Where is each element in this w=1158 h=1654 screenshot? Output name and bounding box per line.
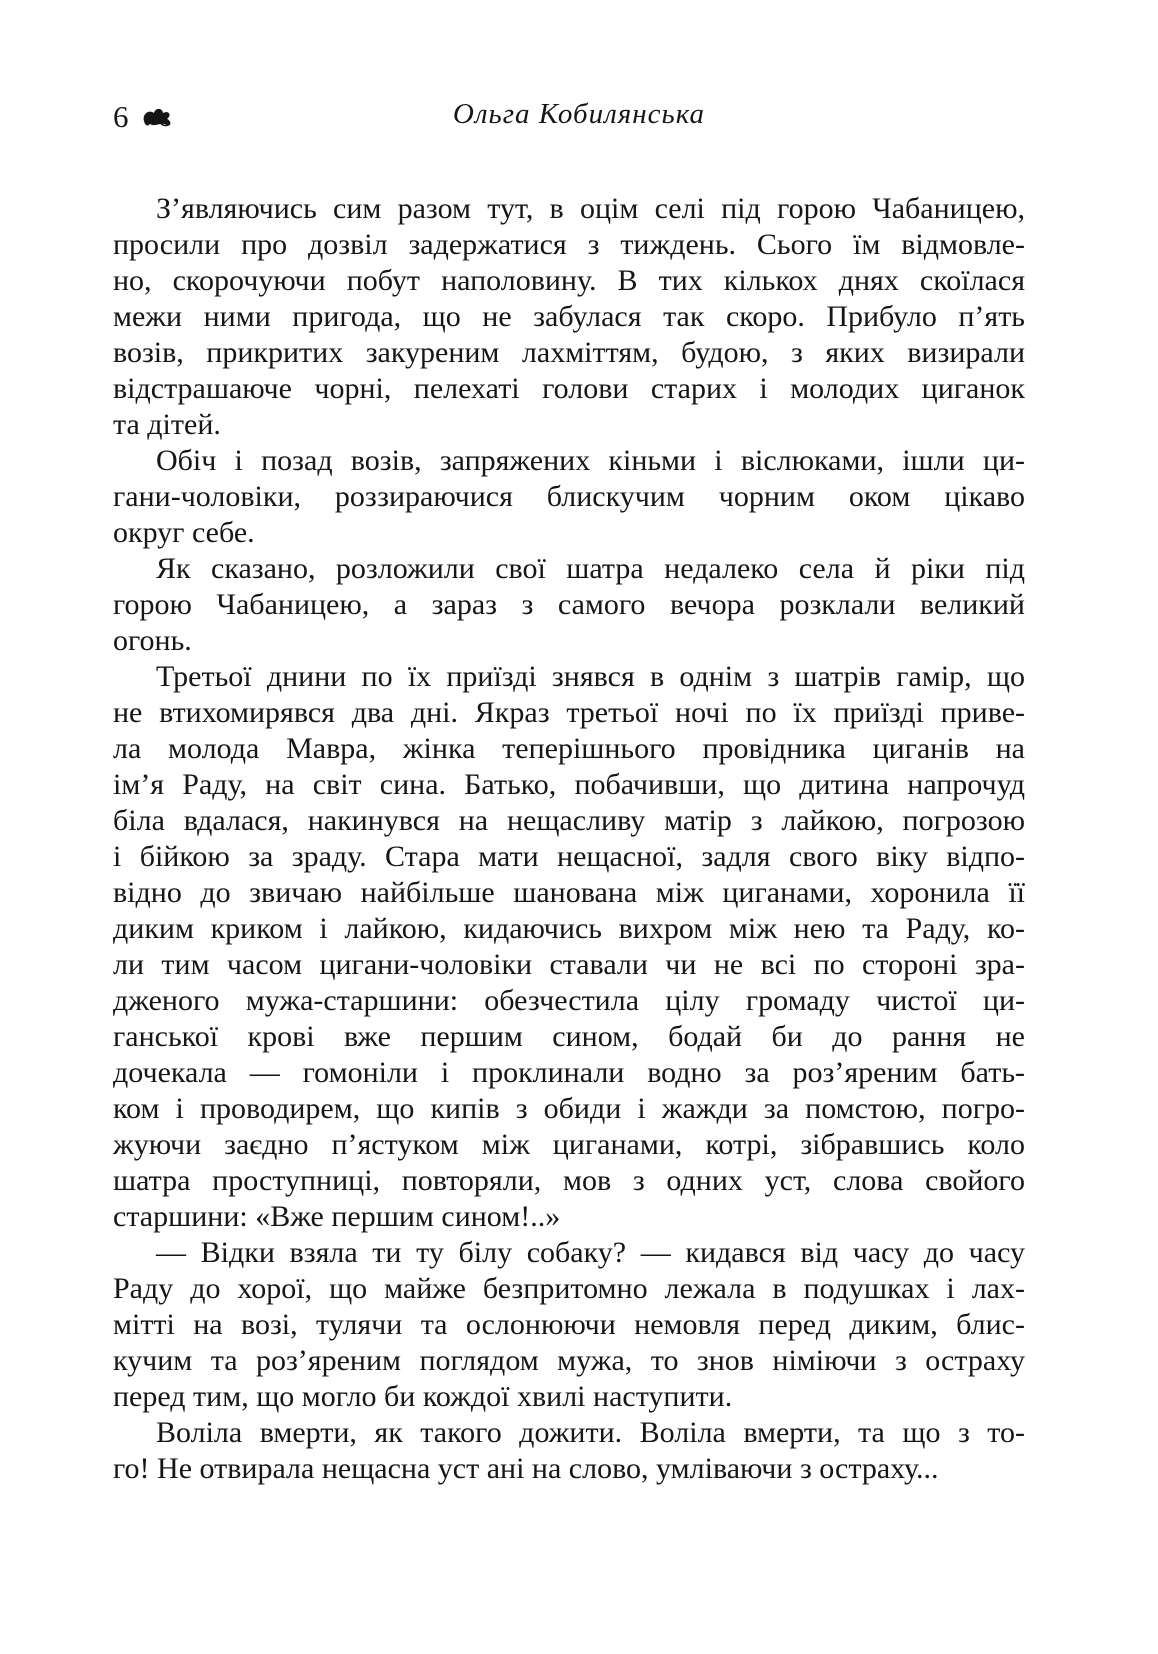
text-line: та дітей. bbox=[113, 408, 221, 441]
text-line: Обіч і позад возів, запряжених кіньми і віслюками, ішли ци- bbox=[156, 444, 1025, 477]
text-line: не втихомирявся два дні. Якраз третьої ночі по їх приїзді приве- bbox=[113, 696, 1025, 729]
paragraph bbox=[113, 551, 1025, 659]
text-line: відстрашаюче чорні, пелехаті голови старих і молодих циганок bbox=[113, 372, 1025, 405]
paragraph bbox=[113, 1415, 1025, 1487]
text-line: межи ними пригода, що не забулася так скоро. Прибуло п’ять bbox=[113, 300, 1025, 333]
text-line: ім’я Раду, на світ сина. Батько, побачивши, що дитина напрочуд bbox=[113, 768, 1025, 801]
text-line: Воліла вмерти, як такого дожити. Воліла вмерти, та що з то- bbox=[156, 1416, 1025, 1449]
text-line: дочекала — гомоніли і проклинали водно за роз’яреним бать- bbox=[113, 1056, 1025, 1089]
text-line: відно до звичаю найбільше шанована між циганами, хоронила її bbox=[113, 876, 1025, 909]
text-line: Раду до хорої, що майже безпритомно лежала в подушках і лах- bbox=[113, 1272, 1025, 1305]
text-line: но, скорочуючи побут наполовину. В тих кількох днях скоїлася bbox=[113, 264, 1025, 297]
text-column bbox=[113, 191, 1025, 1487]
text-line: гани-чоловіки, роззираючися блискучим чорним оком цікаво bbox=[113, 480, 1025, 513]
text-line: перед тим, що могло би кождої хвилі наступити. bbox=[113, 1380, 733, 1413]
text-line: огонь. bbox=[113, 624, 192, 657]
paragraph bbox=[113, 659, 1025, 1235]
text-line: дженого мужа-старшини: обезчестила цілу громаду чистої ци- bbox=[113, 984, 1025, 1017]
text-line: ли тим часом цигани-чоловіки ставали чи не всі по стороні зра- bbox=[113, 948, 1025, 981]
text-line: диким криком і лайкою, кидаючись вихром між нею та Раду, ко- bbox=[113, 912, 1025, 945]
page-number: 6 bbox=[113, 99, 130, 134]
text-line: і бійкою за зраду. Стара мати нещасної, задля свого віку відпо- bbox=[113, 840, 1025, 873]
text-line: старшини: «Вже першим сином!..» bbox=[113, 1200, 561, 1233]
text-line: — Відки взяла ти ту білу собаку? — кидався від часу до часу bbox=[156, 1236, 1025, 1269]
paragraph bbox=[113, 1235, 1025, 1415]
text-line: кучим та роз’яреним поглядом мужа, то знов німіючи з остраху bbox=[113, 1344, 1025, 1377]
paragraph bbox=[113, 443, 1025, 551]
text-line: шатра проступниці, повторяли, мов з одних уст, слова свойого bbox=[113, 1164, 1025, 1197]
text-line: ком і проводирем, що кипів з обиди і жажди за помстою, погро- bbox=[113, 1092, 1025, 1125]
text-line: го! Не отвирала нещасна уст ані на слово, умліваючи з остраху... bbox=[113, 1452, 939, 1485]
text-line: Третьої днини по їх приїзді знявся в однім з шатрів гамір, що bbox=[156, 660, 1025, 693]
text-line: біла вдалася, накинувся на нещасливу матір з лайкою, погрозою bbox=[113, 804, 1025, 837]
text-line: округ себе. bbox=[113, 516, 255, 549]
paragraph bbox=[113, 191, 1025, 443]
text-line: Як сказано, розложили свої шатра недалеко села й ріки під bbox=[156, 552, 1025, 585]
running-head-author: Ольга Кобилянська bbox=[452, 98, 706, 130]
text-line: возів, прикритих закуреним лахміттям, будою, з яких визирали bbox=[113, 336, 1025, 369]
text-line: жуючи заєдно п’ястуком між циганами, котрі, зібравшись коло bbox=[113, 1128, 1025, 1161]
text-line: мітті на возі, тулячи та ослонюючи немовля перед диким, блис- bbox=[113, 1308, 1025, 1341]
text-line: горою Чабаницею, а зараз з самого вечора розклали великий bbox=[113, 588, 1025, 621]
text-line: ганської крові вже першим сином, бодай би до рання не bbox=[113, 1020, 1025, 1053]
text-line: просили про дозвіл задержатися з тиждень. Сього їм відмовле- bbox=[113, 228, 1025, 261]
text-line: ла молода Мавра, жінка теперішнього провідника циганів на bbox=[113, 732, 1025, 765]
text-line: З’являючись сим разом тут, в оцім селі під горою Чабаницею, bbox=[156, 192, 1025, 225]
